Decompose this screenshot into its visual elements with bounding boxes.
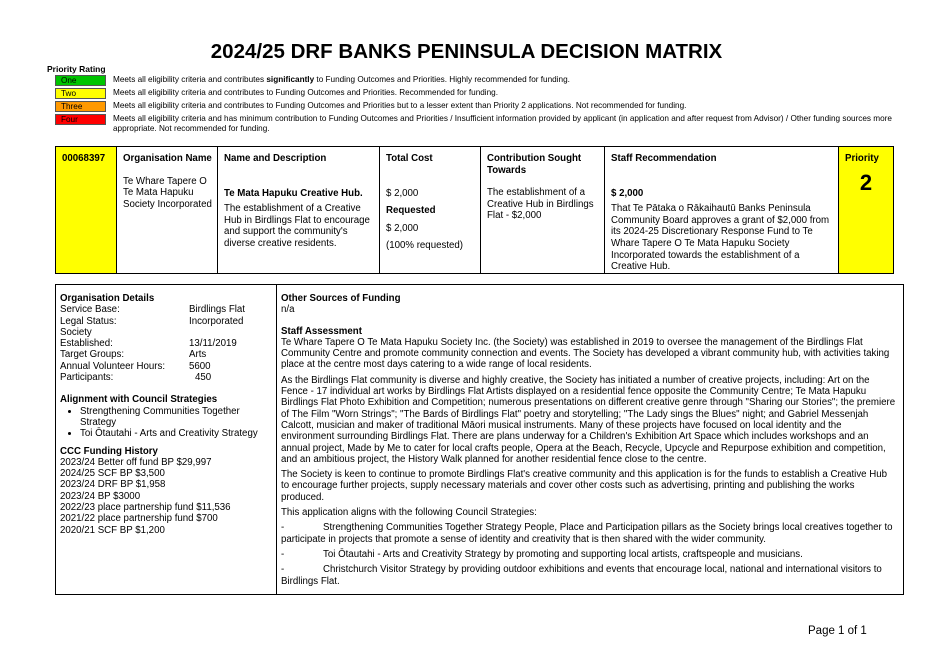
list-item: 2023/24 BP $3000 xyxy=(60,490,141,502)
assessment-paragraph: The Society is keen to continue to promote Birdlings Flat's creative community and this application is for the funds to establish a Creative Hub to encourage further projects, supply necessary materials and cover other costs such as advertising, printing and publishing the works produced. xyxy=(281,469,888,503)
name-description-header: Name and Description xyxy=(224,153,327,164)
detail-row-continuation: Society xyxy=(60,326,92,338)
priority-key-row-four xyxy=(55,114,915,136)
staff-recommendation-header: Staff Recommendation xyxy=(611,153,717,164)
list-item: 2022/23 place partnership fund $11,536 xyxy=(60,502,231,514)
list-item: • Strengthening Communities Together Strategy xyxy=(80,406,272,429)
detail-row: Participants: 450 xyxy=(60,372,212,384)
detail-row: Annual Volunteer Hours: 5600 xyxy=(60,360,211,372)
list-item: • Toi Ōtautahi - Arts and Creativity Strategy xyxy=(80,428,272,439)
total-cost-value: $ 2,000 xyxy=(386,187,419,199)
priority-value: 2 xyxy=(859,169,873,195)
project-description: The establishment of a Creative Hub in Birdlings Flat to encourage and support the community's diverse creative residents. xyxy=(224,203,370,249)
recommended-amount: $ 2,000 xyxy=(611,187,644,199)
priority-swatch-three: Three xyxy=(55,101,106,112)
list-item: 2020/21 SCF BP $1,200 xyxy=(60,524,165,536)
other-sources-title: Other Sources of Funding xyxy=(281,293,401,304)
organisation-details-title: Organisation Details xyxy=(60,293,155,304)
priority-key-row-two xyxy=(55,88,915,99)
requested-value: $ 2,000 xyxy=(386,222,419,234)
assessment-column xyxy=(277,285,903,594)
application-summary-row xyxy=(55,146,894,274)
detail-row: Established: 13/11/2019 xyxy=(60,338,237,350)
staff-recommendation-cell xyxy=(605,147,839,273)
list-item: 2021/22 place partnership fund $700 xyxy=(60,513,218,525)
strategy-item: - Strengthening Communities Together Strategy People, Place and Participation pillars as the Society brings local creatives together to participate in projects that promote a sense of identity and creativity that is then shared with the wider community. xyxy=(281,522,893,545)
organisation-name: Te Whare Tapere O Te Mata Hapuku Society Incorporated xyxy=(123,175,212,210)
detail-row: Legal Status: Incorporated xyxy=(60,315,244,327)
staff-assessment-title: Staff Assessment xyxy=(281,325,362,337)
assessment-paragraph: This application aligns with the following Council Strategies: xyxy=(281,507,537,519)
strategy-item: - Christchurch Visitor Strategy by providing outdoor exhibitions and events that encourage local, national and international visitors to Birdlings Flat. xyxy=(281,564,882,587)
priority-swatch-four: Four xyxy=(55,114,106,125)
requested-label: Requested xyxy=(386,205,436,217)
assessment-paragraph: As the Birdlings Flat community is diverse and highly creative, the Society has initiated a number of creative projects, including: Art on the Fence - 17 individual art works by Birdlings Flat Artists displayed on a residential fence opposite the Community Centre; Te Mata Hapuku Birdlings Flat Photo Exhibition and Competition; numerous presentations on different creative genre through "Sharing our Stories"; the premiere of The Film "Worn Strings"; "The Bards of Birdlings Flat" poetry and storytelling; "The Lady sings the Blues" night; and Gabriel Messenjah Calcott, musician and maker of traditional Māori musical instruments. Many of these projects have focused on local identity and the environment surrounding Birdlings Flat. There are plans underway for a Children's Exhibition Art Space which includes workshops and an annual project, Made by Me to cater for local crafts people, Opera at the Beach, Recycle, Upcycle and Repurpose exhibition and competition, and an ambitious project, the History Walk planned for another residential fence close to the centre. xyxy=(281,374,896,465)
organisation-details-column xyxy=(56,285,277,594)
priority-key-text: Meets all eligibility criteria and contributes to Funding Outcomes and Priorities but to a lesser extent than Priority 2 applications. Not recommended for funding. xyxy=(113,101,687,110)
ccc-history-title: CCC Funding History xyxy=(60,445,158,457)
list-item: 2023/24 Better off fund BP $29,997 xyxy=(60,456,212,468)
priority-cell xyxy=(839,147,893,273)
application-id: 00068397 xyxy=(62,153,106,164)
details-box xyxy=(55,284,904,595)
contribution-header: Contribution Sought Towards xyxy=(487,153,582,176)
name-description-cell xyxy=(218,147,380,273)
organisation-header: Organisation Name xyxy=(123,153,212,164)
priority-swatch-two: Two xyxy=(55,88,106,99)
alignment-title: Alignment with Council Strategies xyxy=(60,394,218,406)
page-number: Page 1 of 1 xyxy=(808,625,867,637)
assessment-paragraph: Te Whare Tapere O Te Mata Hapuku Society Inc. (the Society) was established in 2019 to oversee the management of the Birdlings Flat Community Centre and promote community connection and events. The Society has developed a vibrant community hub, with activities taking place at the centre most days catering to a wide range of local residents. xyxy=(281,336,890,371)
priority-header: Priority xyxy=(845,153,879,164)
application-id-cell xyxy=(56,147,117,273)
total-cost-header: Total Cost xyxy=(386,153,433,164)
list-item: 2024/25 SCF BP $3,500 xyxy=(60,468,165,480)
recommendation-text: That Te Pātaka o Rākaihautū Banks Peninsula Community Board approves a grant of $2,000 from its 2024-25 Discretionary Response Fund to Te Whare Tapere O Te Mata Hapuku Society Incorporated towards the establishment of a Creative Hub. xyxy=(611,203,830,273)
alignment-list xyxy=(60,406,272,440)
contribution-value: The establishment of a Creative Hub in Birdlings Flat - $2,000 xyxy=(487,187,594,222)
strategy-item: - Toi Ōtautahi - Arts and Creativity Strategy by promoting and supporting local artists, craftspeople and musicians. xyxy=(281,548,803,560)
priority-swatch-one: One xyxy=(55,75,106,86)
total-cost-cell xyxy=(380,147,481,273)
priority-key-row-three xyxy=(55,101,915,112)
requested-percent: (100% requested) xyxy=(386,240,464,252)
priority-key-label: Priority Rating xyxy=(47,64,106,74)
other-sources-value: n/a xyxy=(281,304,295,316)
organisation-cell xyxy=(117,147,218,273)
list-item: 2023/24 DRF BP $1,958 xyxy=(60,479,166,491)
priority-key-row-one xyxy=(55,75,915,86)
contribution-cell xyxy=(481,147,605,273)
priority-key-text: Meets all eligibility criteria and contributes to Funding Outcomes and Priorities. Recommended for funding. xyxy=(113,88,499,97)
detail-row: Target Groups: Arts xyxy=(60,349,207,361)
priority-key-text: Meets all eligibility criteria and contributes significantly to Funding Outcomes and Priorities. Highly recommended for funding. xyxy=(113,75,570,84)
detail-row: Service Base: Birdlings Flat xyxy=(60,304,245,316)
project-name: Te Mata Hapuku Creative Hub. xyxy=(224,187,363,199)
page-title: 2024/25 DRF BANKS PENINSULA DECISION MATRIX xyxy=(210,40,723,63)
priority-key-text: Meets all eligibility criteria and has minimum contribution to Funding Outcomes and Priorities / Insufficient information provided by applicant (in application and after request from Advisor) / Other funding sources more appropriate. Not recommended for funding. xyxy=(113,114,892,133)
